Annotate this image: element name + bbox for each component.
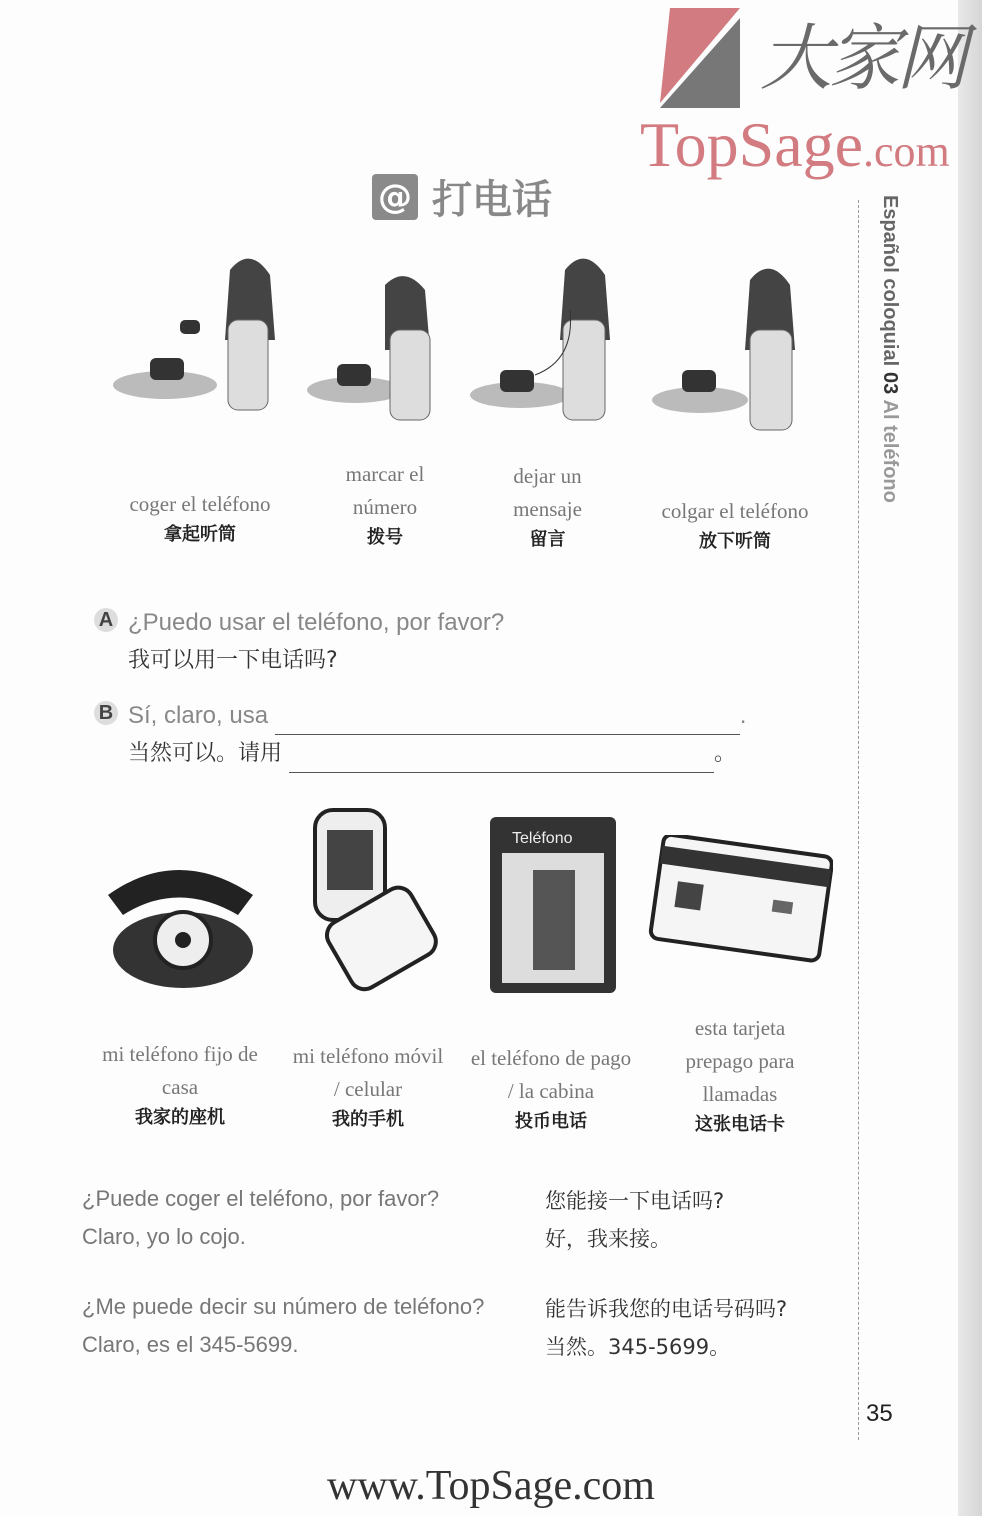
rotary-phone-icon	[88, 855, 268, 995]
series-name: Español coloquial	[879, 195, 901, 367]
fill-in-blank-cn[interactable]	[289, 746, 714, 773]
caption-es: esta tarjeta prepago para llamadas	[685, 1016, 795, 1106]
caption-cn: 我的手机	[332, 1109, 404, 1130]
dialog-a-cn: 我可以用一下电话吗?	[128, 648, 338, 673]
watermark-en	[640, 108, 950, 182]
phone-card-icon	[648, 835, 833, 965]
payphone-booth-icon	[488, 815, 618, 995]
watermark-en-suffix: .com	[863, 127, 950, 176]
margin-divider	[858, 200, 859, 1440]
page-title	[372, 168, 552, 225]
example-line: 能告诉我您的电话号码吗?	[545, 1297, 788, 1321]
example-line: Claro, es el 345-5699.	[82, 1332, 299, 1357]
phone-caption	[470, 1042, 632, 1136]
fill-in-blank-es[interactable]	[275, 708, 740, 735]
watermark-en-main: TopSage	[640, 109, 864, 180]
caption-es: el teléfono de pago / la cabina	[470, 1046, 632, 1103]
dialog-a-es: ¿Puedo usar el teléfono, por favor?	[128, 609, 505, 636]
caption-es: coger el teléfono	[129, 492, 271, 516]
caption-cn: 投币电话	[515, 1111, 587, 1132]
phone-caption	[665, 1012, 815, 1139]
phone-caption	[85, 1038, 275, 1132]
caption-es: marcar el número	[345, 462, 425, 519]
example-line: 好，我来接。	[545, 1227, 671, 1251]
caption-cn: 拿起听筒	[164, 524, 236, 545]
dialog-b-cn-end: 。	[714, 741, 737, 766]
example-es	[82, 1288, 484, 1364]
example-cn	[545, 1182, 724, 1258]
topsage-logo-icon	[640, 8, 750, 118]
page-number: 35	[866, 1400, 893, 1427]
title-text: 打电话	[432, 177, 552, 223]
example-line: Claro, yo lo cojo.	[82, 1224, 246, 1249]
woman-dialing-illustration	[305, 270, 455, 440]
watermark-cn: 大家网	[760, 16, 965, 100]
speaker-b-marker: B	[94, 701, 118, 725]
phone-caption	[292, 1040, 444, 1134]
flip-mobile-phone-icon	[305, 805, 440, 995]
caption-cn: 留言	[529, 529, 566, 550]
caption-cn: 放下听筒	[699, 531, 771, 552]
example-line: ¿Me puede decir su número de teléfono?	[82, 1294, 485, 1319]
action-caption	[325, 458, 445, 552]
example-es	[82, 1180, 439, 1256]
spiral-icon: @	[372, 174, 418, 220]
caption-es: colgar el teléfono	[661, 499, 809, 523]
woman-hanging-up-illustration	[650, 260, 820, 440]
action-caption	[640, 495, 830, 556]
sidebar-header	[878, 195, 901, 503]
dialog-b-es-end: .	[739, 702, 747, 729]
footer-url[interactable]: www.TopSage.com	[327, 1463, 655, 1509]
dialog-b-es: Sí, claro, usa	[128, 702, 269, 729]
woman-picking-up-phone-illustration	[110, 250, 280, 440]
example-line: 您能接一下电话吗?	[545, 1189, 725, 1213]
caption-es: mi teléfono móvil / celular	[292, 1044, 444, 1101]
caption-cn: 这张电话卡	[695, 1114, 785, 1135]
woman-leaving-message-illustration	[465, 250, 635, 440]
page-edge	[958, 0, 982, 1516]
speaker-a-marker: A	[94, 608, 118, 632]
caption-es: dejar un mensaje	[513, 464, 582, 521]
caption-cn: 拨号	[367, 527, 403, 548]
payphone-sign: Teléfono	[512, 830, 573, 847]
dialog-a	[98, 604, 505, 680]
section-name: Al teléfono	[879, 399, 901, 503]
action-caption	[105, 488, 295, 549]
caption-cn: 我家的座机	[135, 1107, 225, 1128]
chapter-number: 03	[879, 371, 901, 394]
example-line: ¿Puede coger el teléfono, por favor?	[82, 1186, 440, 1211]
caption-es: mi teléfono fijo de casa	[102, 1042, 258, 1099]
action-caption	[490, 460, 605, 554]
dialog-b-cn: 当然可以。请用	[128, 741, 283, 766]
example-cn	[545, 1290, 787, 1366]
example-line: 当然。345-5699。	[545, 1335, 731, 1359]
dialog-b	[98, 697, 747, 773]
